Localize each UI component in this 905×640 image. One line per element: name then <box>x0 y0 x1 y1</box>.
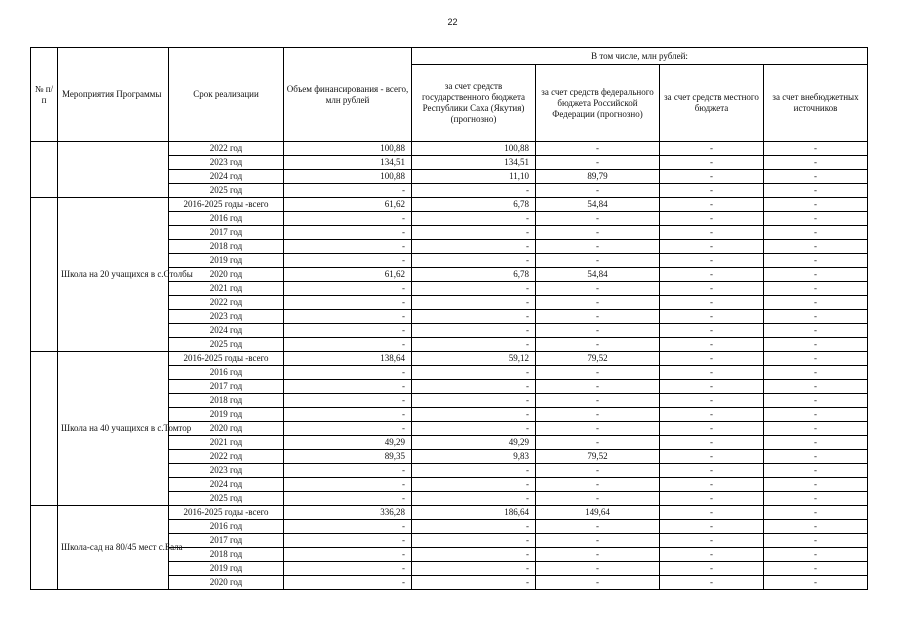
local-budget-cell: - <box>660 254 764 268</box>
extrabudget-cell: - <box>764 576 868 590</box>
period-cell: 2018 год <box>169 240 284 254</box>
local-budget-cell: - <box>660 548 764 562</box>
col-event-header: Мероприятия Программы <box>58 48 169 142</box>
federal-budget-cell: - <box>536 184 660 198</box>
total-cell: - <box>284 520 412 534</box>
period-cell: 2021 год <box>169 282 284 296</box>
total-cell: - <box>284 324 412 338</box>
local-budget-cell: - <box>660 520 764 534</box>
period-cell: 2020 год <box>169 576 284 590</box>
extrabudget-cell: - <box>764 520 868 534</box>
total-cell: 61,62 <box>284 198 412 212</box>
state-budget-cell: - <box>412 282 536 296</box>
period-cell: 2023 год <box>169 310 284 324</box>
local-budget-cell: - <box>660 142 764 156</box>
federal-budget-cell: 89,79 <box>536 170 660 184</box>
local-budget-cell: - <box>660 212 764 226</box>
state-budget-cell: - <box>412 184 536 198</box>
table-row <box>31 198 868 212</box>
state-budget-cell: - <box>412 562 536 576</box>
state-budget-cell: 59,12 <box>412 352 536 366</box>
extrabudget-cell: - <box>764 198 868 212</box>
event-name-cell <box>58 142 169 198</box>
federal-budget-cell: - <box>536 310 660 324</box>
financing-table-container <box>30 47 867 607</box>
total-cell: - <box>284 534 412 548</box>
federal-budget-cell: - <box>536 142 660 156</box>
local-budget-cell: - <box>660 226 764 240</box>
extrabudget-cell: - <box>764 170 868 184</box>
extrabudget-cell: - <box>764 548 868 562</box>
total-cell: - <box>284 562 412 576</box>
total-cell: - <box>284 296 412 310</box>
local-budget-cell: - <box>660 240 764 254</box>
event-name-cell: Школа-сад на 80/45 мест с.Бала <box>58 506 169 590</box>
state-budget-cell: 100,88 <box>412 142 536 156</box>
local-budget-cell: - <box>660 408 764 422</box>
state-budget-cell: - <box>412 366 536 380</box>
period-cell: 2016-2025 годы -всего <box>169 506 284 520</box>
period-cell: 2017 год <box>169 226 284 240</box>
extrabudget-cell: - <box>764 366 868 380</box>
local-budget-cell: - <box>660 422 764 436</box>
period-cell: 2022 год <box>169 296 284 310</box>
total-cell: - <box>284 226 412 240</box>
federal-budget-cell: - <box>536 380 660 394</box>
local-budget-cell: - <box>660 310 764 324</box>
total-cell: 61,62 <box>284 268 412 282</box>
period-cell: 2020 год <box>169 268 284 282</box>
state-budget-cell: - <box>412 296 536 310</box>
total-cell: 49,29 <box>284 436 412 450</box>
extrabudget-cell: - <box>764 338 868 352</box>
period-cell: 2019 год <box>169 562 284 576</box>
period-cell: 2019 год <box>169 408 284 422</box>
state-budget-cell: - <box>412 380 536 394</box>
total-cell: 138,64 <box>284 352 412 366</box>
federal-budget-cell: - <box>536 324 660 338</box>
col-period-header: Срок реализации <box>169 48 284 142</box>
state-budget-cell: - <box>412 422 536 436</box>
federal-budget-cell: - <box>536 366 660 380</box>
local-budget-cell: - <box>660 478 764 492</box>
extrabudget-cell: - <box>764 562 868 576</box>
federal-budget-cell: 79,52 <box>536 450 660 464</box>
total-cell: 134,51 <box>284 156 412 170</box>
period-cell: 2019 год <box>169 254 284 268</box>
state-budget-cell: 186,64 <box>412 506 536 520</box>
local-budget-cell: - <box>660 394 764 408</box>
state-budget-cell: 6,78 <box>412 268 536 282</box>
local-budget-cell: - <box>660 534 764 548</box>
state-budget-cell: - <box>412 310 536 324</box>
state-budget-cell: 9,83 <box>412 450 536 464</box>
col-including-header: В том числе, млн рублей: <box>412 48 868 65</box>
extrabudget-cell: - <box>764 534 868 548</box>
extrabudget-cell: - <box>764 352 868 366</box>
period-cell: 2022 год <box>169 142 284 156</box>
state-budget-cell: - <box>412 394 536 408</box>
col-local-budget-header: за счет средств местного бюджета <box>660 65 764 142</box>
total-cell: - <box>284 576 412 590</box>
local-budget-cell: - <box>660 156 764 170</box>
extrabudget-cell: - <box>764 450 868 464</box>
total-cell: - <box>284 184 412 198</box>
federal-budget-cell: - <box>536 156 660 170</box>
federal-budget-cell: - <box>536 478 660 492</box>
extrabudget-cell: - <box>764 212 868 226</box>
total-cell: - <box>284 212 412 226</box>
table-body <box>31 142 868 590</box>
total-cell: - <box>284 282 412 296</box>
federal-budget-cell: 79,52 <box>536 352 660 366</box>
federal-budget-cell: - <box>536 240 660 254</box>
state-budget-cell: - <box>412 324 536 338</box>
local-budget-cell: - <box>660 380 764 394</box>
row-number-cell <box>31 142 58 198</box>
total-cell: - <box>284 254 412 268</box>
local-budget-cell: - <box>660 366 764 380</box>
local-budget-cell: - <box>660 562 764 576</box>
federal-budget-cell: - <box>536 212 660 226</box>
extrabudget-cell: - <box>764 478 868 492</box>
table-header <box>31 48 868 142</box>
total-cell: - <box>284 492 412 506</box>
period-cell: 2025 год <box>169 492 284 506</box>
federal-budget-cell: 54,84 <box>536 198 660 212</box>
col-number-header: № п/п <box>31 48 58 142</box>
period-cell: 2017 год <box>169 534 284 548</box>
page-number: 22 <box>447 17 458 27</box>
federal-budget-cell: - <box>536 520 660 534</box>
financing-table <box>30 47 868 590</box>
local-budget-cell: - <box>660 450 764 464</box>
row-number-cell <box>31 198 58 352</box>
extrabudget-cell: - <box>764 436 868 450</box>
table-row <box>31 352 868 366</box>
extrabudget-cell: - <box>764 156 868 170</box>
total-cell: - <box>284 478 412 492</box>
table-row <box>31 506 868 520</box>
local-budget-cell: - <box>660 338 764 352</box>
federal-budget-cell: - <box>536 408 660 422</box>
total-cell: - <box>284 408 412 422</box>
period-cell: 2016 год <box>169 520 284 534</box>
federal-budget-cell: - <box>536 562 660 576</box>
period-cell: 2020 год <box>169 422 284 436</box>
period-cell: 2021 год <box>169 436 284 450</box>
local-budget-cell: - <box>660 170 764 184</box>
col-total-header: Объем финансирования - всего, млн рублей <box>284 48 412 142</box>
local-budget-cell: - <box>660 436 764 450</box>
federal-budget-cell: - <box>536 338 660 352</box>
extrabudget-cell: - <box>764 464 868 478</box>
period-cell: 2023 год <box>169 464 284 478</box>
extrabudget-cell: - <box>764 240 868 254</box>
event-name-cell: Школа на 20 учащихся в с.Столбы <box>58 198 169 352</box>
federal-budget-cell: 54,84 <box>536 268 660 282</box>
local-budget-cell: - <box>660 184 764 198</box>
extrabudget-cell: - <box>764 268 868 282</box>
extrabudget-cell: - <box>764 408 868 422</box>
table-row <box>31 142 868 156</box>
period-cell: 2016 год <box>169 212 284 226</box>
extrabudget-cell: - <box>764 324 868 338</box>
extrabudget-cell: - <box>764 422 868 436</box>
state-budget-cell: - <box>412 478 536 492</box>
extrabudget-cell: - <box>764 394 868 408</box>
extrabudget-cell: - <box>764 226 868 240</box>
period-cell: 2025 год <box>169 184 284 198</box>
local-budget-cell: - <box>660 282 764 296</box>
extrabudget-cell: - <box>764 492 868 506</box>
federal-budget-cell: - <box>536 422 660 436</box>
period-cell: 2022 год <box>169 450 284 464</box>
federal-budget-cell: - <box>536 548 660 562</box>
period-cell: 2024 год <box>169 324 284 338</box>
total-cell: - <box>284 310 412 324</box>
row-number-cell <box>31 506 58 590</box>
total-cell: 100,88 <box>284 142 412 156</box>
period-cell: 2016-2025 годы -всего <box>169 198 284 212</box>
state-budget-cell: - <box>412 212 536 226</box>
federal-budget-cell: - <box>536 226 660 240</box>
total-cell: 100,88 <box>284 170 412 184</box>
state-budget-cell: 6,78 <box>412 198 536 212</box>
total-cell: - <box>284 366 412 380</box>
extrabudget-cell: - <box>764 506 868 520</box>
federal-budget-cell: - <box>536 576 660 590</box>
state-budget-cell: - <box>412 464 536 478</box>
period-cell: 2016 год <box>169 366 284 380</box>
period-cell: 2024 год <box>169 170 284 184</box>
federal-budget-cell: - <box>536 394 660 408</box>
local-budget-cell: - <box>660 576 764 590</box>
extrabudget-cell: - <box>764 296 868 310</box>
local-budget-cell: - <box>660 492 764 506</box>
local-budget-cell: - <box>660 198 764 212</box>
state-budget-cell: - <box>412 576 536 590</box>
local-budget-cell: - <box>660 506 764 520</box>
period-cell: 2016-2025 годы -всего <box>169 352 284 366</box>
period-cell: 2018 год <box>169 548 284 562</box>
state-budget-cell: - <box>412 492 536 506</box>
total-cell: - <box>284 548 412 562</box>
event-name-cell: Школа на 40 учащихся в с.Томтор <box>58 352 169 506</box>
extrabudget-cell: - <box>764 380 868 394</box>
total-cell: - <box>284 394 412 408</box>
federal-budget-cell: - <box>536 492 660 506</box>
state-budget-cell: - <box>412 534 536 548</box>
federal-budget-cell: - <box>536 534 660 548</box>
federal-budget-cell: - <box>536 464 660 478</box>
state-budget-cell: 49,29 <box>412 436 536 450</box>
col-extrabudget-header: за счет внебюджетных источников <box>764 65 868 142</box>
col-federal-budget-header: за счет средств федерального бюджета Российской Федерации (прогнозно) <box>536 65 660 142</box>
period-cell: 2025 год <box>169 338 284 352</box>
state-budget-cell: - <box>412 240 536 254</box>
total-cell: 89,35 <box>284 450 412 464</box>
extrabudget-cell: - <box>764 282 868 296</box>
local-budget-cell: - <box>660 268 764 282</box>
state-budget-cell: 11,10 <box>412 170 536 184</box>
col-state-budget-header: за счет средств государственного бюджета Республики Саха (Якутия) (прогнозно) <box>412 65 536 142</box>
state-budget-cell: - <box>412 408 536 422</box>
period-cell: 2018 год <box>169 394 284 408</box>
state-budget-cell: - <box>412 520 536 534</box>
local-budget-cell: - <box>660 296 764 310</box>
federal-budget-cell: - <box>536 296 660 310</box>
total-cell: - <box>284 338 412 352</box>
federal-budget-cell: - <box>536 254 660 268</box>
state-budget-cell: - <box>412 338 536 352</box>
total-cell: 336,28 <box>284 506 412 520</box>
local-budget-cell: - <box>660 464 764 478</box>
local-budget-cell: - <box>660 324 764 338</box>
federal-budget-cell: 149,64 <box>536 506 660 520</box>
federal-budget-cell: - <box>536 282 660 296</box>
state-budget-cell: - <box>412 548 536 562</box>
local-budget-cell: - <box>660 352 764 366</box>
extrabudget-cell: - <box>764 310 868 324</box>
extrabudget-cell: - <box>764 184 868 198</box>
total-cell: - <box>284 422 412 436</box>
state-budget-cell: - <box>412 254 536 268</box>
extrabudget-cell: - <box>764 254 868 268</box>
total-cell: - <box>284 464 412 478</box>
total-cell: - <box>284 380 412 394</box>
extrabudget-cell: - <box>764 142 868 156</box>
period-cell: 2017 год <box>169 380 284 394</box>
state-budget-cell: - <box>412 226 536 240</box>
period-cell: 2024 год <box>169 478 284 492</box>
period-cell: 2023 год <box>169 156 284 170</box>
total-cell: - <box>284 240 412 254</box>
state-budget-cell: 134,51 <box>412 156 536 170</box>
federal-budget-cell: - <box>536 436 660 450</box>
row-number-cell <box>31 352 58 506</box>
